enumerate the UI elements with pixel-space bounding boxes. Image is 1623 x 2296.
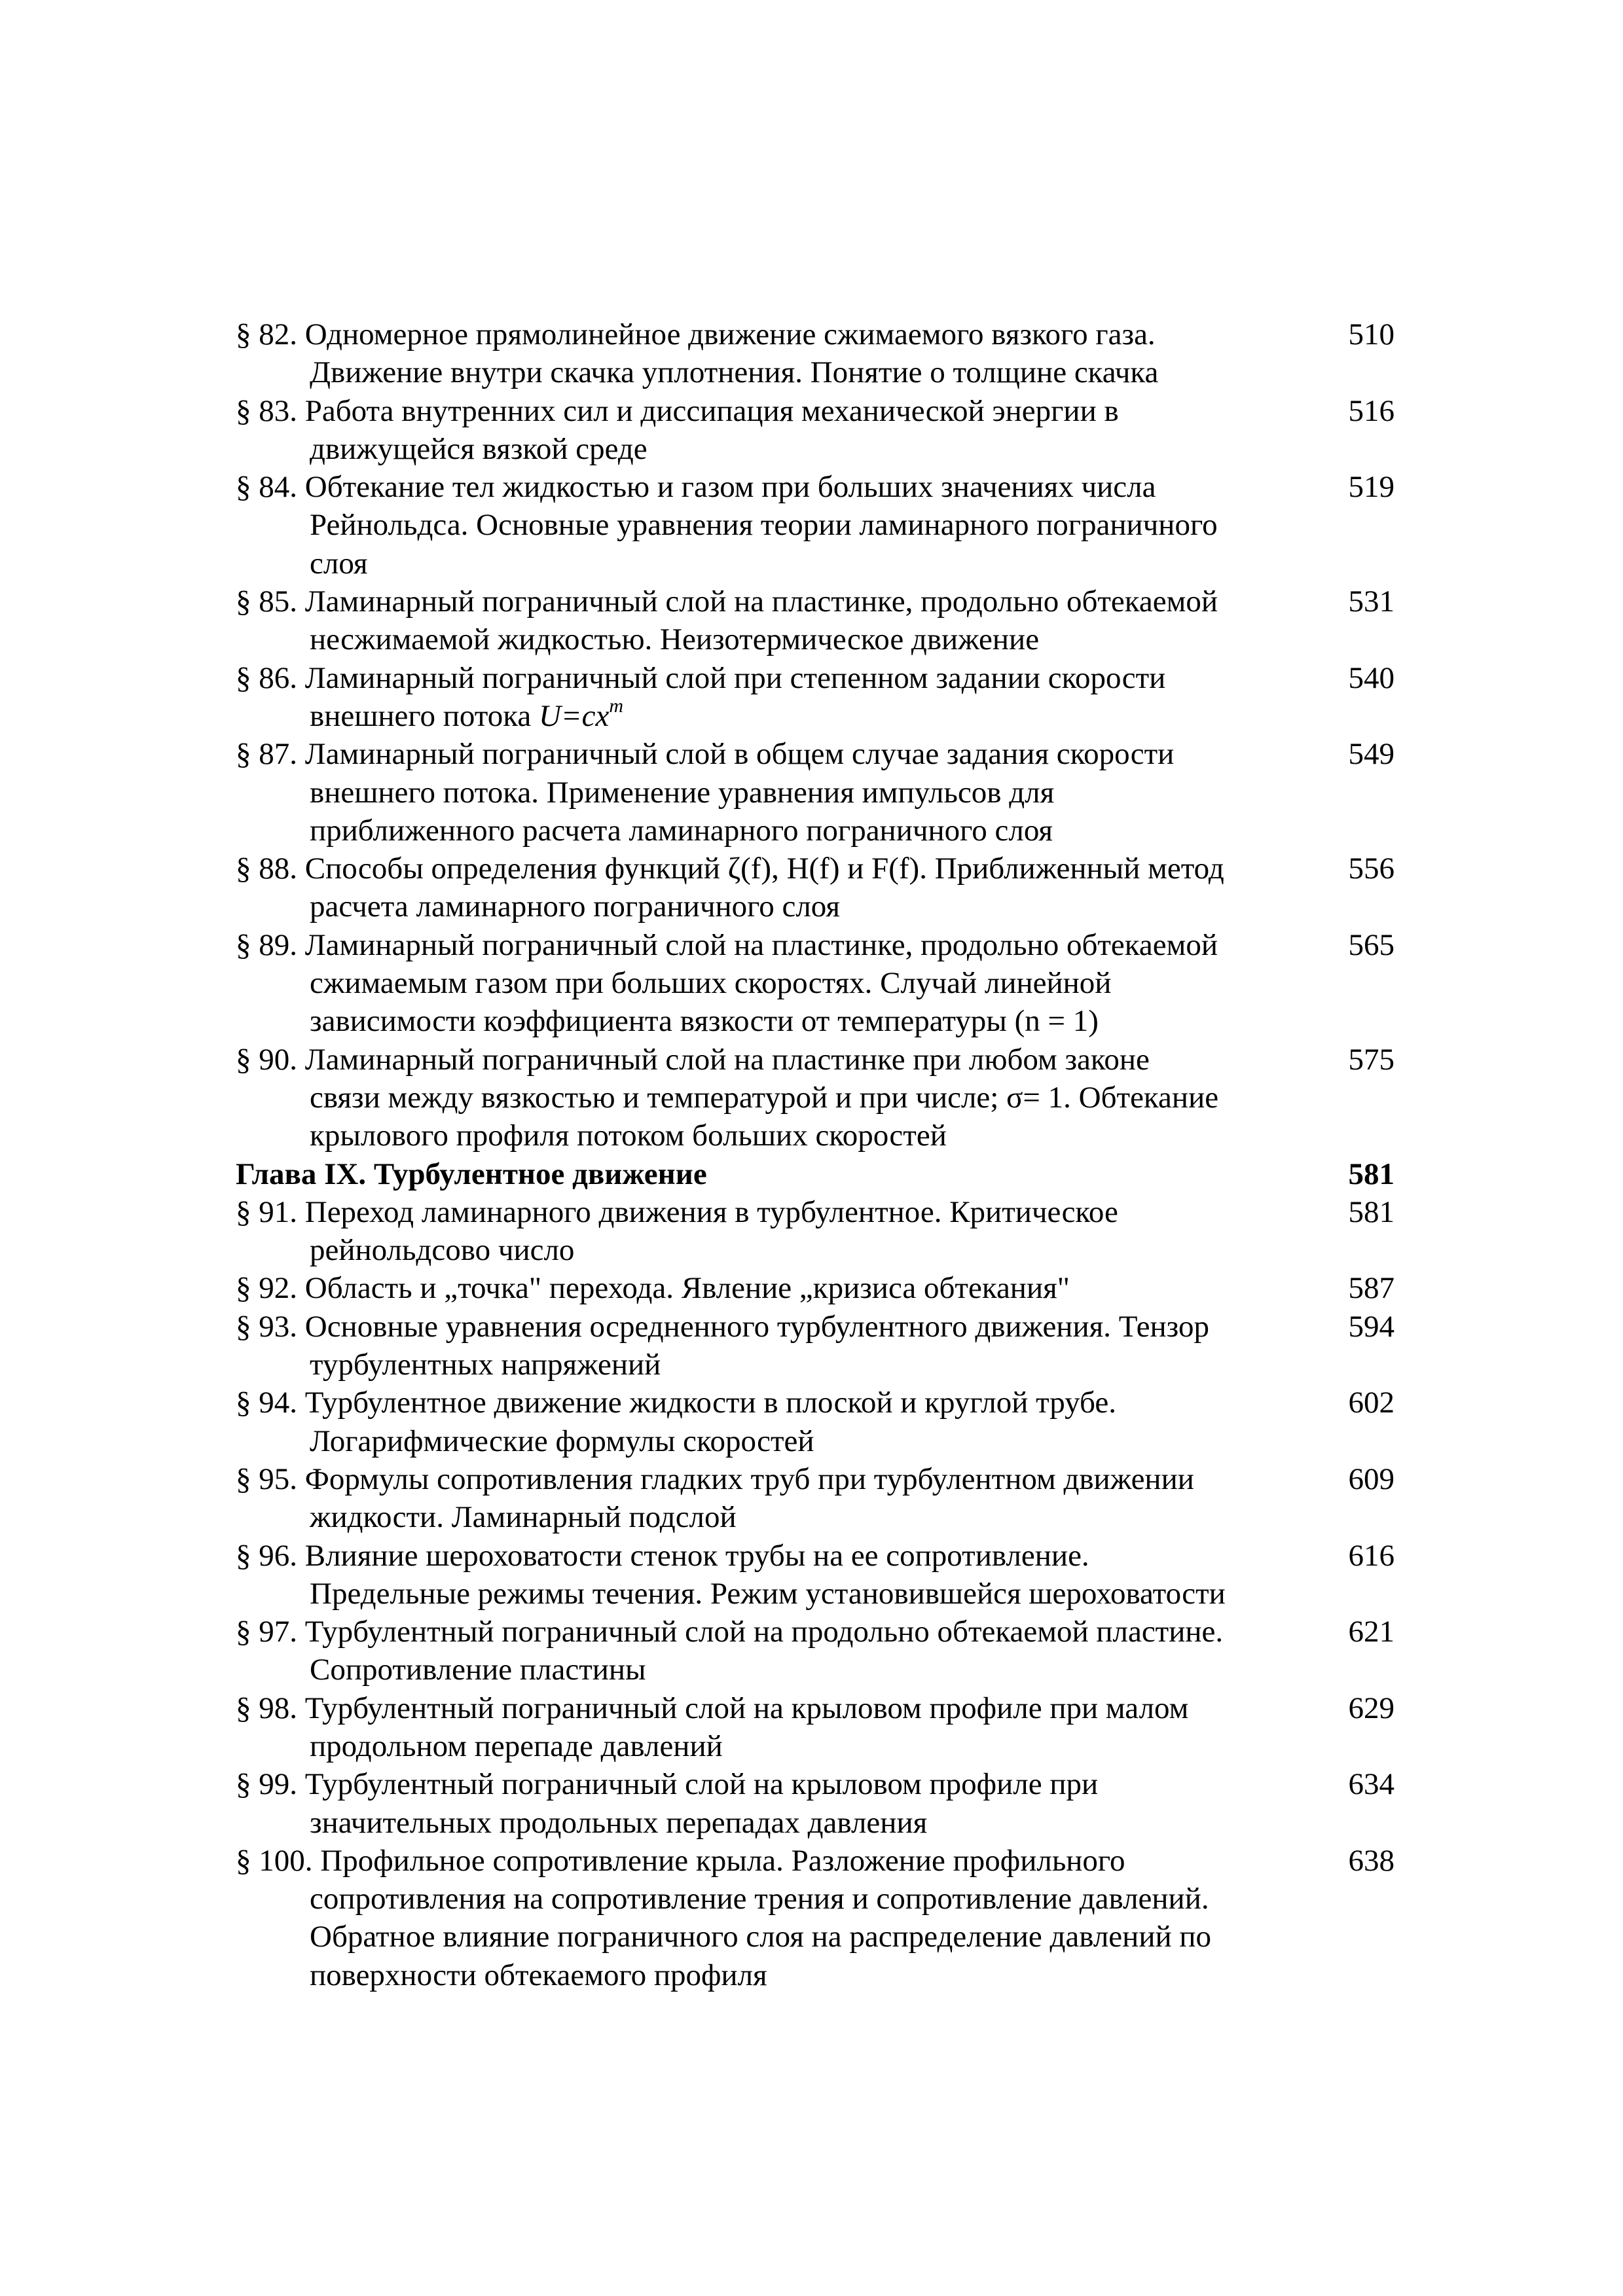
toc-entry-continuation (236, 697, 1395, 735)
page-number: 587 (1348, 1271, 1395, 1306)
toc-entry-text: § 89. Ламинарный пограничный слой на пластинке, продольно обтекаемой (236, 927, 1218, 962)
toc-entry-continuation (236, 1575, 1395, 1613)
page-number: 549 (1348, 737, 1395, 772)
page-number: 629 (1348, 1691, 1395, 1725)
toc-entry-continuation (236, 1422, 1395, 1460)
toc-entry-continuation (236, 1002, 1395, 1040)
toc-entry-title (236, 850, 1395, 888)
toc-entry (236, 1460, 1395, 1537)
page-number: 575 (1348, 1042, 1395, 1077)
toc-entry-text: внешнего потока (310, 698, 539, 733)
page-number: 602 (1348, 1386, 1395, 1420)
toc-entry-continuation (236, 620, 1395, 658)
toc-entry-title (236, 926, 1395, 964)
toc-entry-continuation (236, 774, 1395, 812)
toc-entry-title (236, 1537, 1395, 1575)
toc-entry (236, 1041, 1395, 1155)
toc-entry-continuation (236, 1498, 1395, 1536)
toc-entry-text: внешнего потока. Применение уравнения импульсов для (310, 775, 1055, 810)
page-number: 638 (1348, 1843, 1395, 1878)
toc-entry-title (236, 583, 1395, 620)
toc-entry (236, 1269, 1395, 1307)
toc-entry-continuation (236, 888, 1395, 925)
toc-entry-text: связи между вязкостью и температурой и при числе; σ= 1. Обтекание (310, 1080, 1219, 1115)
toc-entry-text: § 90. Ламинарный пограничный слой на пластинке при любом законе (236, 1042, 1150, 1077)
toc-entry-continuation (236, 1231, 1395, 1269)
toc-entry (236, 1384, 1395, 1460)
toc-entry-text: § 82. Одномерное прямолинейное движение сжимаемого вязкого газа. (236, 317, 1156, 351)
toc-entry-continuation (236, 1727, 1395, 1765)
toc-entry (236, 1193, 1395, 1270)
toc-entry-text: сжимаемым газом при больших скоростях. Случай линейной (310, 966, 1112, 1001)
toc-entry-text: Логарифмические формулы скоростей (310, 1424, 814, 1458)
toc-entry-text: § 96. Влияние шероховатости стенок трубы на ее сопротивление. (236, 1538, 1089, 1573)
toc-entry-continuation (236, 1956, 1395, 1994)
table-of-contents (236, 315, 1395, 1994)
formula: U=cx (538, 698, 610, 733)
toc-entry (236, 1689, 1395, 1766)
toc-entry (236, 468, 1395, 583)
toc-entry-text: рейнольдсово число (310, 1233, 575, 1268)
toc-entry-text: § 98. Турбулентный пограничный слой на крыловом профиле при малом (236, 1691, 1189, 1725)
toc-entry-text: приближенного расчета ламинарного пограничного слоя (310, 813, 1053, 848)
page-number: 581 (1348, 1157, 1395, 1191)
toc-entry-text: § 92. Область и „точка" перехода. Явление „кризиса обтекания" (236, 1271, 1070, 1306)
toc-entry-text: § 94. Турбулентное движение жидкости в плоской и круглой трубе. (236, 1386, 1116, 1420)
toc-entry (236, 1613, 1395, 1689)
toc-entry-text: Движение внутри скачка уплотнения. Понятие о толщине скачка (310, 355, 1159, 390)
page-number: 516 (1348, 393, 1395, 428)
toc-entry-title (236, 735, 1395, 773)
toc-entry-text: движущейся вязкой среде (310, 431, 647, 466)
toc-entry-text: § 93. Основные уравнения осредненного турбулентного движения. Тензор (236, 1309, 1209, 1344)
toc-entry-text: поверхности обтекаемого профиля (310, 1958, 767, 1992)
toc-entry-title (236, 1269, 1395, 1307)
toc-entry (236, 659, 1395, 736)
toc-entry-title (236, 1842, 1395, 1880)
toc-entry (236, 315, 1395, 392)
toc-entry-text: § 97. Турбулентный пограничный слой на продольно обтекаемой пластине. (236, 1615, 1224, 1649)
toc-entry (236, 1765, 1395, 1842)
page-number: 540 (1348, 660, 1395, 695)
toc-entry-text: § 95. Формулы сопротивления гладких труб при турбулентном движении (236, 1462, 1194, 1496)
page-number: 594 (1348, 1309, 1395, 1344)
toc-entry-title (236, 315, 1395, 353)
toc-entry-text: Предельные режимы течения. Режим установившейся шероховатости (310, 1576, 1226, 1611)
toc-entry (236, 735, 1395, 850)
toc-entry-text: § 85. Ламинарный пограничный слой на пластинке, продольно обтекаемой (236, 584, 1218, 619)
toc-entry-title (236, 1460, 1395, 1498)
toc-entry-title (236, 468, 1395, 506)
toc-entry-continuation (236, 1880, 1395, 1918)
toc-entry-continuation (236, 1117, 1395, 1155)
formula-exponent: m (609, 695, 624, 717)
page-number: 531 (1348, 584, 1395, 619)
toc-entry-continuation (236, 1804, 1395, 1842)
toc-entry-continuation (236, 1079, 1395, 1117)
toc-entry-continuation (236, 964, 1395, 1002)
toc-entry-text: расчета ламинарного пограничного слоя (310, 889, 841, 924)
toc-entry-text: несжимаемой жидкостью. Неизотермическое движение (310, 622, 1040, 657)
toc-entry-continuation (236, 353, 1395, 391)
toc-entry-text: § 99. Турбулентный пограничный слой на крыловом профиле при (236, 1767, 1099, 1802)
toc-entry-text: Рейнольдса. Основные уравнения теории ламинарного пограничного (310, 508, 1218, 543)
chapter-heading (236, 1155, 1395, 1193)
toc-entry-title (236, 1193, 1395, 1231)
toc-entry-text: § 88. Способы определения функций ζ(f), H(f) и F(f). Приближенный метод (236, 852, 1224, 886)
page-number: 621 (1348, 1615, 1395, 1649)
toc-entry-text: значительных продольных перепадах давления (310, 1805, 928, 1840)
toc-entry-continuation (236, 506, 1395, 544)
toc-entry-text: Глава IX. Турбулентное движение (236, 1157, 707, 1191)
toc-entry-text: жидкости. Ламинарный подслой (310, 1500, 737, 1535)
toc-entry (236, 583, 1395, 659)
toc-entry (236, 850, 1395, 926)
toc-entry-title (236, 392, 1395, 430)
page-number: 510 (1348, 317, 1395, 351)
toc-entry-text: § 84. Обтекание тел жидкостью и газом при больших значениях числа (236, 470, 1156, 505)
toc-entry-text: слоя (310, 546, 368, 581)
toc-entry-title (236, 1155, 1395, 1193)
page-number: 556 (1348, 852, 1395, 886)
toc-entry-text: сопротивления на сопротивление трения и сопротивление давлений. (310, 1882, 1209, 1916)
page-number: 519 (1348, 470, 1395, 505)
toc-entry (236, 1537, 1395, 1613)
toc-entry-text: зависимости коэффициента вязкости от температуры (n = 1) (310, 1004, 1099, 1039)
toc-entry-text: крылового профиля потоком больших скоростей (310, 1119, 947, 1153)
toc-entry-text: Обратное влияние пограничного слоя на распределение давлений по (310, 1920, 1212, 1954)
page-number: 609 (1348, 1462, 1395, 1496)
toc-entry-text: § 91. Переход ламинарного движения в турбулентное. Критическое (236, 1194, 1118, 1229)
toc-entry-continuation (236, 1651, 1395, 1689)
toc-entry-title (236, 1613, 1395, 1651)
toc-entry-continuation (236, 1346, 1395, 1384)
toc-entry-title (236, 1041, 1395, 1079)
page-number: 565 (1348, 927, 1395, 962)
toc-entry-text: турбулентных напряжений (310, 1348, 661, 1382)
page-number: 581 (1348, 1194, 1395, 1229)
toc-entry (236, 392, 1395, 469)
toc-entry (236, 1308, 1395, 1384)
toc-entry-continuation (236, 430, 1395, 468)
page-number: 634 (1348, 1767, 1395, 1802)
toc-entry-text: продольном перепаде давлений (310, 1729, 723, 1763)
toc-entry (236, 1842, 1395, 1994)
toc-entry-title (236, 1689, 1395, 1727)
toc-entry-title (236, 1765, 1395, 1803)
toc-entry-continuation (236, 812, 1395, 850)
toc-entry-text: § 100. Профильное сопротивление крыла. Разложение профильного (236, 1843, 1125, 1878)
toc-entry-text: Сопротивление пластины (310, 1653, 646, 1687)
toc-entry (236, 926, 1395, 1041)
toc-entry-continuation (236, 1918, 1395, 1956)
toc-entry-text: § 86. Ламинарный пограничный слой при степенном задании скорости (236, 660, 1166, 695)
toc-entry-title (236, 1384, 1395, 1422)
toc-entry-text: § 87. Ламинарный пограничный слой в общем случае задания скорости (236, 737, 1175, 772)
toc-entry-continuation (236, 545, 1395, 583)
toc-entry-title (236, 659, 1395, 697)
page-number: 616 (1348, 1538, 1395, 1573)
toc-entry-title (236, 1308, 1395, 1346)
toc-entry-text: § 83. Работа внутренних сил и диссипация механической энергии в (236, 393, 1119, 428)
